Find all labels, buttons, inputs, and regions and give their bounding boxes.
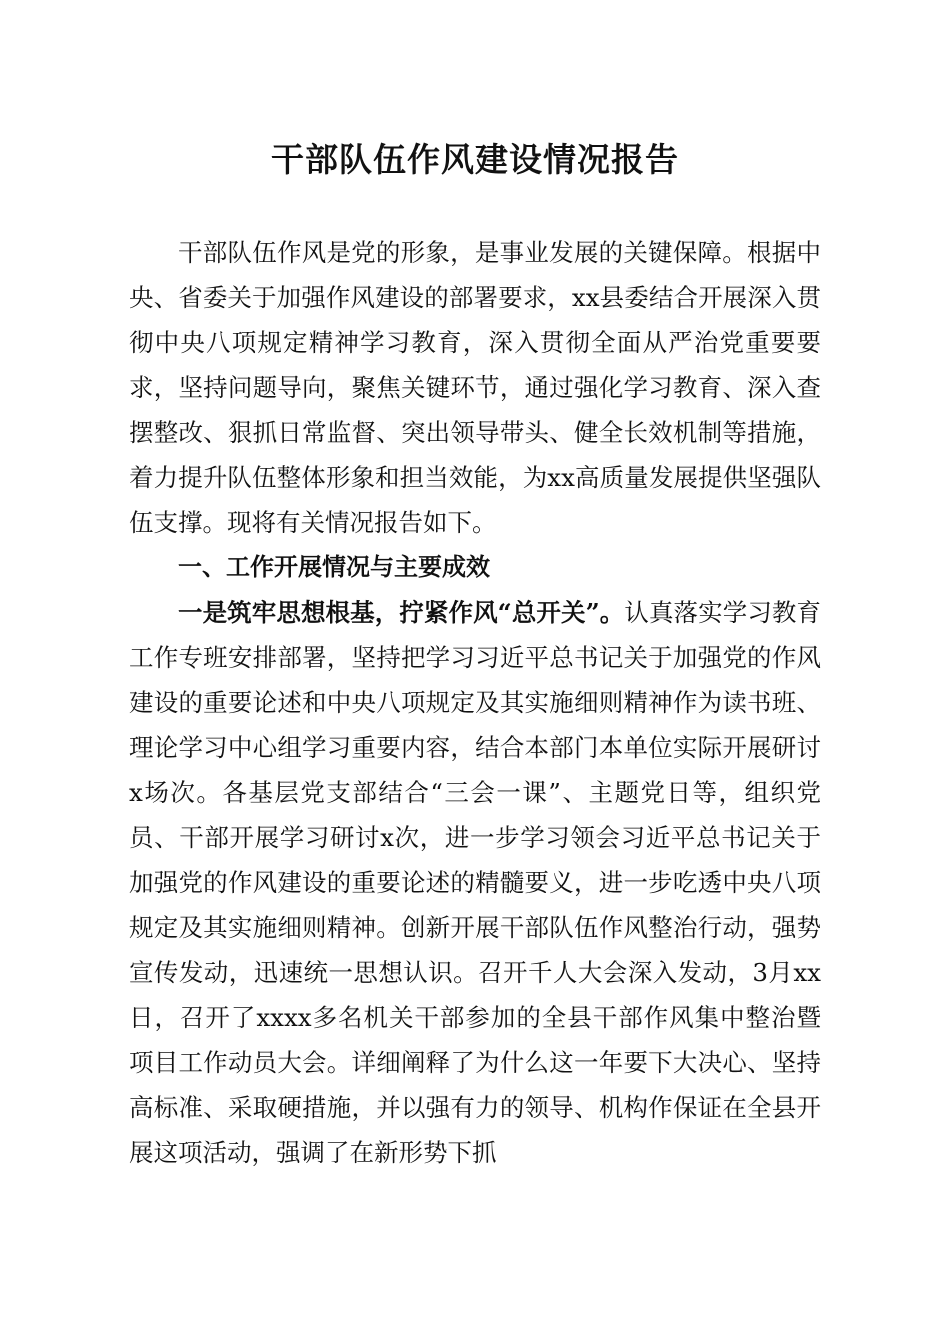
document-body <box>129 230 821 1175</box>
point-body: 认真落实学习教育工作专班安排部署，坚持把学习习近平总书记关于加强党的作风建设的重要论述和中央八项规定及其实施细则精神作为读书班、理论学习中心组学习重要内容，结合本部门本单位实际开展研讨x场次。各基层党支部结合“三会一课”、主题党日等，组织党员、干部开展学习研讨x次，进一步学习领会习近平总书记关于加强党的作风建设的重要论述的精髓要义，进一步吃透中央八项规定及其实施细则精神。创新开展干部队伍作风整治行动，强势宣传发动，迅速统一思想认识。召开千人大会深入发动，3月xx日，召开了xxxx多名机关干部参加的全县干部作风集中整治暨项目工作动员大会。详细阐释了为什么这一年要下大决心、坚持高标准、采取硬措施，并以强有力的领导、机构作保证在全县开展这项活动，强调了在新形势下抓 <box>129 598 821 1167</box>
point-lead: 一是筑牢思想根基，拧紧作风“总开关”。 <box>178 598 625 627</box>
point-paragraph <box>129 590 821 1175</box>
intro-paragraph: 干部队伍作风是党的形象，是事业发展的关键保障。根据中央、省委关于加强作风建设的部署要求，xx县委结合开展深入贯彻中央八项规定精神学习教育，深入贯彻全面从严治党重要要求，坚持问题导向，聚焦关键环节，通过强化学习教育、深入查摆整改、狠抓日常监督、突出领导带头、健全长效机制等措施，着力提升队伍整体形象和担当效能，为xx高质量发展提供坚强队伍支撑。现将有关情况报告如下。 <box>129 238 821 537</box>
section-heading: 一、工作开展情况与主要成效 <box>178 553 490 581</box>
document-title: 干部队伍作风建设情况报告 <box>271 140 679 179</box>
